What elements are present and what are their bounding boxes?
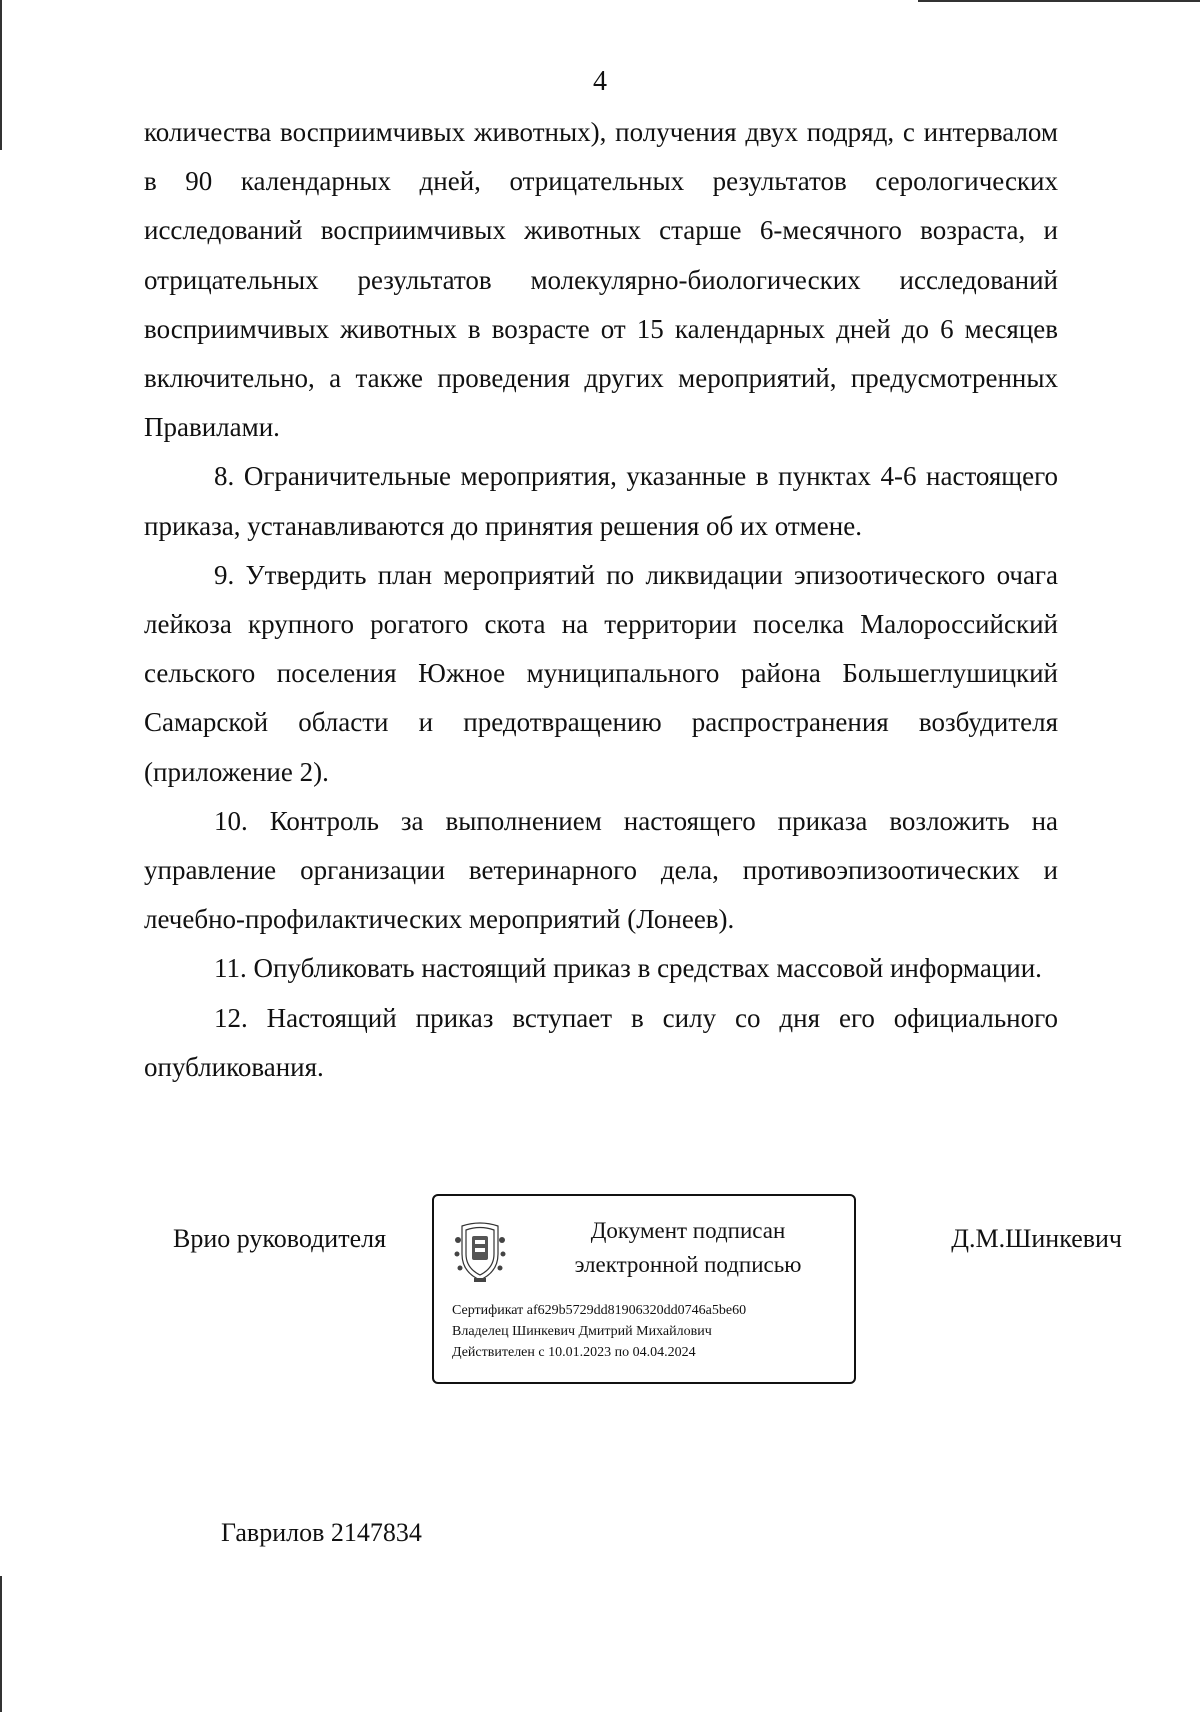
electronic-signature-stamp [432, 1194, 856, 1384]
document-body [144, 108, 1058, 1092]
certificate-validity: Действителен с 10.01.2023 по 04.04.2024 [452, 1345, 696, 1360]
paragraph-continuation: количества восприимчивых животных), получения двух подряд, с интервалом в 90 календарных дней, отрицательных результатов серологических исследований восприимчивых животных старше 6-месячного возраста, и отрицательных результатов молекулярно-биологических исследований восприимчивых животных в возрасте от 15 календарных дней до 6 месяцев включительно, а также проведения других мероприятий, предусмотренных Правилами. [144, 117, 1058, 443]
stamp-title-line-1: Документ подписан [590, 1218, 786, 1243]
stamp-title [530, 1214, 846, 1282]
scan-edge-top-right [918, 0, 1200, 2]
paragraph-item-12: 12. Настоящий приказ вступает в силу со дня его официального опубликования. [144, 1002, 1058, 1082]
executor-contact: Гаврилов 2147834 [221, 1518, 422, 1547]
paragraph-item-9: 9. Утвердить план мероприятий по ликвидации эпизоотического очага лейкоза крупного рогатого скота на территории поселка Малороссийский сельского поселения Южное муниципального района Большеглушицкий Самарской области и предотвращению распространения возбудителя (приложение 2). [144, 559, 1058, 787]
paragraph-item-8: 8. Ограничительные мероприятия, указанные в пунктах 4-6 настоящего приказа, устанавливаются до принятия решения об их отмене. [144, 461, 1058, 541]
paragraph-item-11: 11. Опубликовать настоящий приказ в средствах массовой информации. [214, 953, 1042, 984]
stamp-title-line-2: электронной подписью [574, 1252, 802, 1277]
page-number: 4 [593, 66, 607, 97]
coat-of-arms-icon [452, 1220, 508, 1284]
certificate-number: Сертификат af629b5729dd81906320dd0746a5be60 [452, 1303, 747, 1318]
certificate-owner: Владелец Шинкевич Дмитрий Михайлович [452, 1324, 712, 1339]
scan-edge-left-bottom [0, 1576, 2, 1712]
signature-block [0, 1192, 1200, 1392]
signer-name: Д.М.Шинкевич [951, 1224, 1122, 1253]
signer-position: Врио руководителя [173, 1224, 387, 1253]
paragraph-item-10: 10. Контроль за выполнением настоящего приказа возложить на управление организации ветеринарного дела, противоэпизоотических и лечебно-профилактических мероприятий (Лонеев). [144, 805, 1058, 935]
stamp-details [452, 1300, 746, 1363]
